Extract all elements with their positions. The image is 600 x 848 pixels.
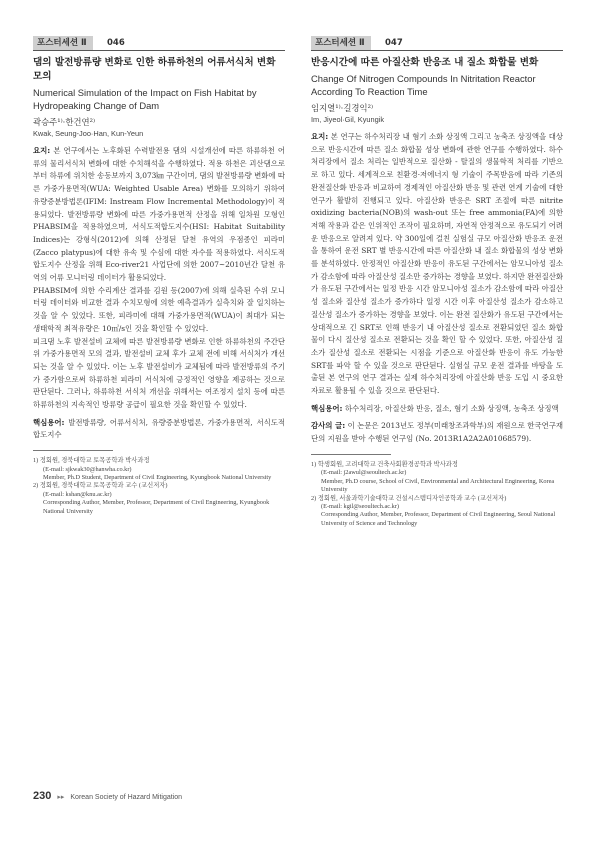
article-title-kr: 반응시간에 따른 아질산화 반응조 내 질소 화합물 변화 — [311, 57, 539, 68]
footnote-email: (E-mail: kgil@seoultech.ac.kr) — [321, 502, 400, 510]
footnote-1 — [33, 457, 285, 482]
session-header — [311, 36, 563, 50]
footnote-affiliation: 2) 정회원, 서울과학기술대학교 건설시스템디자인공학과 교수 (교신저자) — [311, 494, 507, 502]
keywords — [311, 403, 563, 416]
footnote-affiliation-en: Corresponding Author, Member, Professor, Department of Civil Engineering, Seoul National University of Science and Technology — [321, 511, 556, 527]
abstract-paragraph: 피크댐 노후 발전설비 교체에 따른 발전방류량 변화로 인한 하류하천의 주간단위 가중가용면적 모의 결과, 발전설비 교체 후가 교체 전에 비해 서식처가 개선되는 것을 알 수 있었다. 이는 노후 발전설비가 교체됨에 따라 발전방류의 주기가 증가함으로써 하류하천 피라미 서식처에 긍정적인 영향을 제공하는 것으로 판단된다. 그러나, 하류하천 서식처 개선을 위해서는 여조정지 설치 등에 따른 하류하천의 지속적인 방류량 공급이 필요한 것을 확인할 수 있었다. — [33, 336, 285, 410]
session-label: 포스터세션 Ⅱ — [311, 36, 371, 50]
abstract-text: 본 연구는 하수처리장 내 혐기 소화 상징액 그리고 농축조 상징액을 대상으로 반응시간에 따른 질소 화합물 성상 변화에 관한 연구를 수행하였다. 하수처리장에서 질소 처리는 일반적으로 질산화 - 탈질의 생물학적 처리를 기반으로 하고 있다. 세계적으로 친환경·저에너지 형 기술이 주목받음에 따라 기존의 완전질산화 반응과 비교하여 경제적인 아질산화 반응 및 관련 연계 기술에 대한 연구가 활발히 진행되고 있다. 아질산화 반응은 SRT 조절에 따른 nitrite oxidizing bacteria(NOB)의 wash-out 또는 free ammonia(FA)에 의한 저해 작용과 같은 인위적인 조작이 필요하며, 자연적 안정적으로 유도되기 어려운 반응으로 알려져 있다. 약 300일에 걸친 실험실 규모 아질산화 반응조 운전을 통하여 운전 SRT 별 반응시간에 따른 아질산화 내 질소 화합물의 성상 변화를 분석하였다. 안정적인 아질산화 반응이 유도된 구간에서는 암모니아성 질소가 감소함에 따라 아질산성 질소만 증가하는 경향을 보였다. 하지만 완전질산화가 유도된 구간에서는 일정 반응 시간 암모니아성 질소가 감소함에 따라 아질산성 질소와 질산성 질소가 증가하다 일정 시간 이후 아질산성 질소가 감소하고 질산성 질소가 증가하는 경향을 보였다. 이는 완전 질산화가 유도된 구간에서는 상대적으로 긴 SRT로 인해 반응기 내 아질산성 질소로 전환되었던 질소 화합물이 다시 질산성 질소로 전환되는 것을 확인 할 수 있었다. 또한, 아질산성 질소가 질산성 질소로 전환되는 시점을 기준으로 아질산화 반응이 유도 가능한 SRT를 파악 할 수 있을 것으로 판단된다. 실험실 규모 운전 결과를 바탕을 도출된 본 연구의 연구 결과는 실제 하수처리장에 아질산화 반응 도입 시 중요한 자료로 활용될 수 있을 것으로 판단된다. — [311, 132, 563, 396]
footnote-affiliation-en: Corresponding Author, Member, Professor, Department of Civil Engineering, Kyungbook National University — [43, 499, 270, 515]
acknowledgement — [311, 420, 563, 445]
abstract-label: 요지: — [33, 146, 51, 155]
abstract-label: 요지: — [311, 132, 329, 141]
abstract-paragraph — [311, 131, 563, 398]
footnote-rule — [33, 450, 113, 451]
session-number: 047 — [385, 38, 403, 48]
footnote-affiliation-en: Member, Ph.D Student, Department of Civil Engineering, Kyungbook National University — [43, 473, 272, 481]
right-article — [311, 36, 563, 528]
footnote-email: (E-mail: sjkwak30@hanwha.co.kr) — [43, 465, 132, 473]
article-title-en: Change Of Nitrogen Compounds In Nitritation Reactor According To Reaction Time — [311, 73, 536, 97]
article-title-kr: 댐의 발전방류량 변화로 인한 하류하천의 어류서식처 변화 모의 — [33, 57, 276, 82]
footnote-affiliation: 1) 학생회원, 고려대학교 건축사회환경공학과 박사과정 — [311, 460, 458, 468]
session-number: 046 — [107, 38, 125, 48]
session-rule — [33, 50, 285, 51]
footnote-affiliation: 1) 정회원, 경북대학교 토목공학과 박사과정 — [33, 457, 150, 465]
abstract-paragraph — [33, 145, 285, 285]
page-number: 230 — [33, 790, 52, 802]
footnote-2 — [33, 482, 285, 516]
double-arrow-icon: ▸▸ — [57, 793, 65, 801]
acknowledgement-label: 감사의 글: — [311, 421, 346, 431]
abstract-text: 본 연구에서는 노후화된 수력발전용 댐의 시설개선에 따른 하류하천 어류의 물리서식처 변화에 대한 수치해석을 수행하였다. 적용 하천은 괴산댐으로부터 하류에 위치한 송동보까지 3,073㎞ 구간이며, 댐의 발전방류량 변화에 따른 가중가용면적(WUA: Weighted Usable Area) 변화를 모의하기 위하여 유량증분방법론(IFIM: Instream Flow Incremental Methodology)이 적용되었다. 발전방류량 변화에 따른 가중가용면적 산정을 위해 일차원 모형인 PHABSIM을 적용하였으며, 서식도적합도지수(HSI: Habitat Suitability Indices)는 강형식(2012)에 의해 산정된 달천 유역의 우점종인 피라미(Zacco platypus)에 대한 유속 및 수심에 대한 자수를 적용하였다. 서식도적합도지수 산정을 위해 Eco-river21 사업단에 의한 2007~2010년간 달천 유역의 어류 모니터링 데이터가 활용되었다. — [33, 146, 285, 283]
authors-en: Im, Jiyeol·Gil, Kyungik — [311, 115, 385, 124]
acknowledgement-text: 이 논문은 2013년도 정부(미래창조과학부)의 재원으로 한국연구재단의 지원을 받아 수행된 연구임 (No. 2013R1A2A2A01068579). — [311, 421, 564, 444]
keywords-text: 하수처리장, 아질산화 반응, 질소, 혐기 소화 상징액, 농축조 상징액 — [344, 403, 559, 413]
abstract-paragraph: PHABSIM에 의한 수리계산 결과를 김원 등(2007)에 의해 실측된 수위 모니터링 데이터와 비교한 결과 수치모형에 의한 예측결과가 실측치와 잘 일치하는 것을 알 수 있었다. 또한, 피라미에 대해 가중가용면적(WUA)이 최대가 되는 생태학적 최적유량은 10㎥/s인 것을 확인할 수 있었다. — [33, 285, 285, 333]
authors-kr: 임지열¹⁾·길경익²⁾ — [311, 103, 374, 113]
page-footer — [33, 790, 182, 804]
left-article — [33, 36, 285, 516]
keywords — [33, 417, 285, 442]
footnote-rule — [311, 454, 391, 455]
session-header — [33, 36, 285, 50]
footnote-affiliation: 2) 정회원, 경북대학교 토목공학과 교수 (교신저자) — [33, 482, 168, 490]
session-label: 포스터세션 Ⅱ — [33, 36, 93, 50]
footnote-1 — [311, 461, 563, 495]
keywords-label: 핵심용어: — [33, 417, 65, 427]
footnote-2 — [311, 495, 563, 529]
keywords-label: 핵심용어: — [311, 403, 343, 413]
article-title-en: Numerical Simulation of the Impact on Fish Habitat by Hydropeaking Change of Dam — [33, 87, 257, 111]
authors-kr: 곽승주¹⁾·한건연²⁾ — [33, 117, 96, 127]
journal-name: Korean Society of Hazard Mitigation — [70, 794, 183, 801]
session-rule — [311, 50, 563, 51]
keywords-text: 발전방류량, 어류서식처, 유량증분방법론, 가중가용면적, 서식도적합도지수 — [33, 417, 285, 440]
footnote-email: (E-mail: kshan@knu.ac.kr) — [43, 490, 112, 498]
footnote-email: (E-mail: j2awul@seoultech.ac.kr) — [321, 469, 407, 477]
footnote-affiliation-en: Member, Ph.D course, School of Civil, Environmental and Architectural Engineering, Korea University — [321, 477, 555, 494]
authors-en: Kwak, Seung-Joo·Han, Kun-Yeun — [33, 129, 144, 138]
